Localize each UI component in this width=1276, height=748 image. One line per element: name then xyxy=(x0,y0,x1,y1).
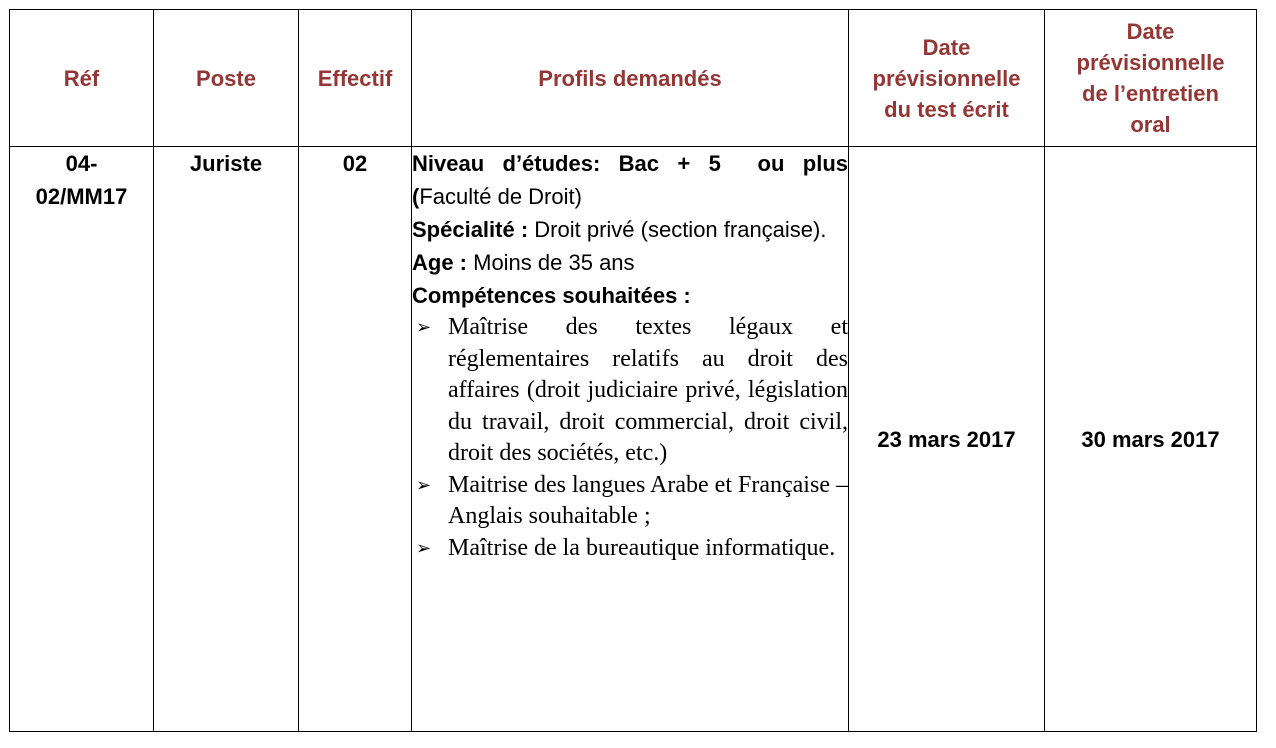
date-test-value: 23 mars 2017 xyxy=(877,426,1016,452)
competences-list xyxy=(412,312,848,564)
cell-ref xyxy=(10,147,154,732)
header-date-test: Date prévisionnelle du test écrit xyxy=(849,10,1045,147)
competences-label: Compétences souhaitées : xyxy=(412,283,691,308)
header-poste: Poste xyxy=(154,10,299,147)
effectif-value: 02 xyxy=(342,151,368,176)
cell-profils xyxy=(412,147,849,732)
list-item xyxy=(412,312,848,470)
header-effectif: Effectif xyxy=(299,10,412,147)
competence-text: Maitrise des langues Arabe et Française – Anglais souhaitable ; xyxy=(448,471,848,529)
recruitment-table xyxy=(9,9,1257,732)
niveau-open-paren: ( xyxy=(412,184,420,209)
ref-part2: 02/MM17 xyxy=(35,184,128,209)
arrowhead-bullet-icon: ➢ xyxy=(416,537,432,559)
list-item xyxy=(412,470,848,533)
arrowhead-bullet-icon: ➢ xyxy=(416,317,432,338)
header-profils: Profils demandés xyxy=(412,10,849,147)
cell-poste xyxy=(154,147,299,732)
niveau-label: Niveau d’études: Bac + 5 ou plus xyxy=(412,151,848,176)
cell-date-entretien xyxy=(1045,147,1257,732)
header-row xyxy=(10,10,1257,147)
header-date-entretien: Date prévisionnelle de l’entretien oral xyxy=(1045,10,1257,147)
ref-part1: 04- xyxy=(65,151,98,176)
header-ref: Réf xyxy=(10,10,154,147)
list-item xyxy=(412,533,848,565)
age-value: Moins de 35 ans xyxy=(467,250,635,275)
date-entretien-value: 30 mars 2017 xyxy=(1081,426,1220,452)
poste-value: Juriste xyxy=(189,151,263,176)
niveau-value: Faculté de Droit) xyxy=(419,184,582,209)
specialite-line xyxy=(412,213,848,246)
niveau-line xyxy=(412,147,848,180)
age-line xyxy=(412,246,848,279)
competence-text: Maîtrise des textes légaux et réglementaires relatifs au droit des affaires (droit judiciaire privé, législation du travail, droit commercial, droit civil, droit des sociétés, etc.) xyxy=(448,314,848,466)
cell-date-test xyxy=(849,147,1045,732)
table-row xyxy=(10,147,1257,732)
age-label: Age : xyxy=(412,250,467,275)
competence-text: Maîtrise de la bureautique informatique. xyxy=(448,534,836,561)
arrowhead-bullet-icon: ➢ xyxy=(416,474,432,496)
cell-effectif xyxy=(299,147,412,732)
specialite-value: Droit privé (section française). xyxy=(528,217,827,242)
niveau-detail-line xyxy=(412,180,848,213)
specialite-label: Spécialité : xyxy=(412,217,529,242)
